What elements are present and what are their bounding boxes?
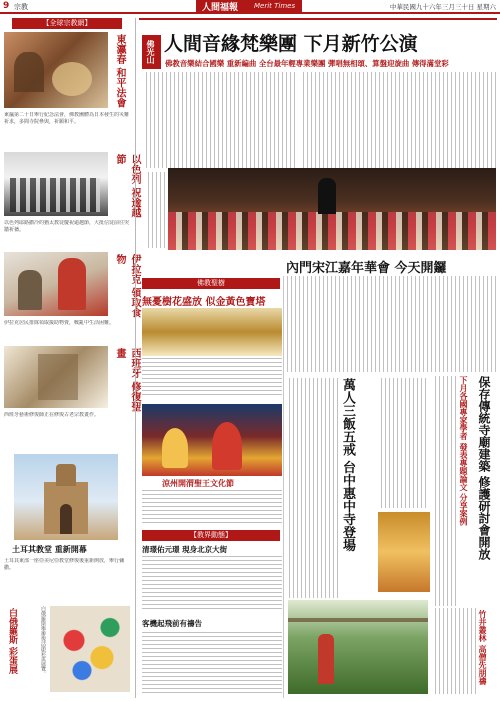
photo-armenian-church [14, 454, 118, 540]
featured-body-text [142, 358, 282, 398]
photo-iraq-food [4, 252, 108, 316]
news-item-2-title: 客機起飛前有禱告 [142, 619, 202, 628]
far-right-headline: 竹井叢林 高僧先朋禱 [478, 610, 488, 685]
column-tag: 【全球宗教網】 [12, 18, 122, 29]
photo-passover [4, 152, 108, 216]
item-title-5: 土耳其教堂 重新開幕 [12, 544, 87, 554]
photo-asoka-tree [142, 308, 282, 356]
item-title-6: 白俄羅斯 彩蛋展 [7, 608, 17, 675]
center-article-body-left [288, 378, 338, 598]
item-caption-2: 以色列耶路撒冷的猶太教徒慶祝逾越節，大批信徒前往哭牆祈禱。 [4, 220, 130, 233]
center-vertical-headline: 萬人三飯五戒 台中惠中寺登場 [340, 378, 355, 552]
featured-headline: 無憂樹花盛放 似金黃色寶塔 [142, 297, 266, 308]
photo-orchestra-concert [168, 168, 496, 250]
item-caption-6: 白俄羅斯舉辦復活節彩蛋展覽。 [40, 606, 46, 676]
center-article-body-right [378, 378, 426, 508]
photo-caption-vertical [145, 172, 165, 248]
photo-painting-restoration [4, 346, 108, 408]
item-caption-3: 伊拉克居民排隊領取援助物資，戰亂中生活困難。 [4, 320, 115, 326]
item-title-2: 節 [114, 154, 125, 164]
news-column-tag: 【教界動態】 [142, 530, 280, 541]
photo-easter-eggs [50, 606, 130, 692]
item-title-1: 東瀛春 和平法會 [114, 34, 125, 108]
buddhist-tree-tag: 佛教聖樹 [142, 278, 280, 289]
right-vertical-subhead: 下月各國專家學者 發表專題論文 分享案例 [459, 376, 468, 526]
news-item-2-body [142, 632, 282, 694]
page-number: 9 [3, 1, 10, 11]
column-divider [135, 18, 136, 698]
middle-article-body [286, 276, 496, 372]
article-body-text-2 [145, 72, 295, 168]
category-label-text: 佛光山 [146, 40, 156, 64]
far-right-body [432, 608, 476, 694]
festival-caption-title: 涼州開渭聖王文化節 [162, 479, 234, 488]
news-item-1-body [142, 556, 282, 612]
masthead [0, 0, 500, 14]
photo-peace-ceremony [4, 32, 108, 108]
article-category-label [142, 35, 161, 69]
item-title-4: 畫 [114, 348, 125, 358]
item-caption-4: 西班牙藝術修復師正在修復古老宗教畫作。 [4, 412, 100, 418]
newspaper-logo [196, 0, 302, 13]
issue-date: 中華民國九十六年三月三十日 星期六 [389, 3, 496, 11]
festival-caption-text [142, 490, 282, 524]
right-article-body [432, 376, 456, 606]
item-caption-1: 東瀛第二十日舉行紀念法會，佛教團體為日本發生的災難祈求，多間寺院參與，祈願和平。 [4, 112, 130, 125]
news-item-1-title: 清璟佑元璟 現身北京大街 [142, 545, 228, 554]
section-name: 宗教 [14, 3, 28, 11]
photo-ordination [378, 512, 430, 592]
global-religion-column [4, 18, 132, 698]
middle-headline: 內門宋江嘉年華會 今天開鑼 [286, 261, 447, 276]
item-caption-5: 土耳其東部一座亞美尼亞教堂修復後重新開放，舉行彌撒。 [4, 558, 125, 571]
article-body-text-1 [300, 72, 496, 168]
headline-subhead: 佛教音樂結合國樂 重新編曲 全台最年輕專業樂團 彈唱無相頌、算盤迎旋曲 傳得滿堂彩 [165, 59, 449, 68]
column-divider-2 [283, 276, 284, 698]
right-vertical-headline: 保存傳統寺廟建築 修護研討會開放 [477, 376, 491, 561]
brand-chinese: 人間福報 [202, 3, 239, 13]
photo-bamboo-monastery [288, 600, 428, 694]
item-title-3: 物 [114, 254, 125, 264]
brand-english: Merit Times [254, 2, 296, 10]
page-headline: 人間音緣梵樂團 下月新竹公演 [164, 33, 418, 55]
photo-festival [142, 404, 282, 476]
